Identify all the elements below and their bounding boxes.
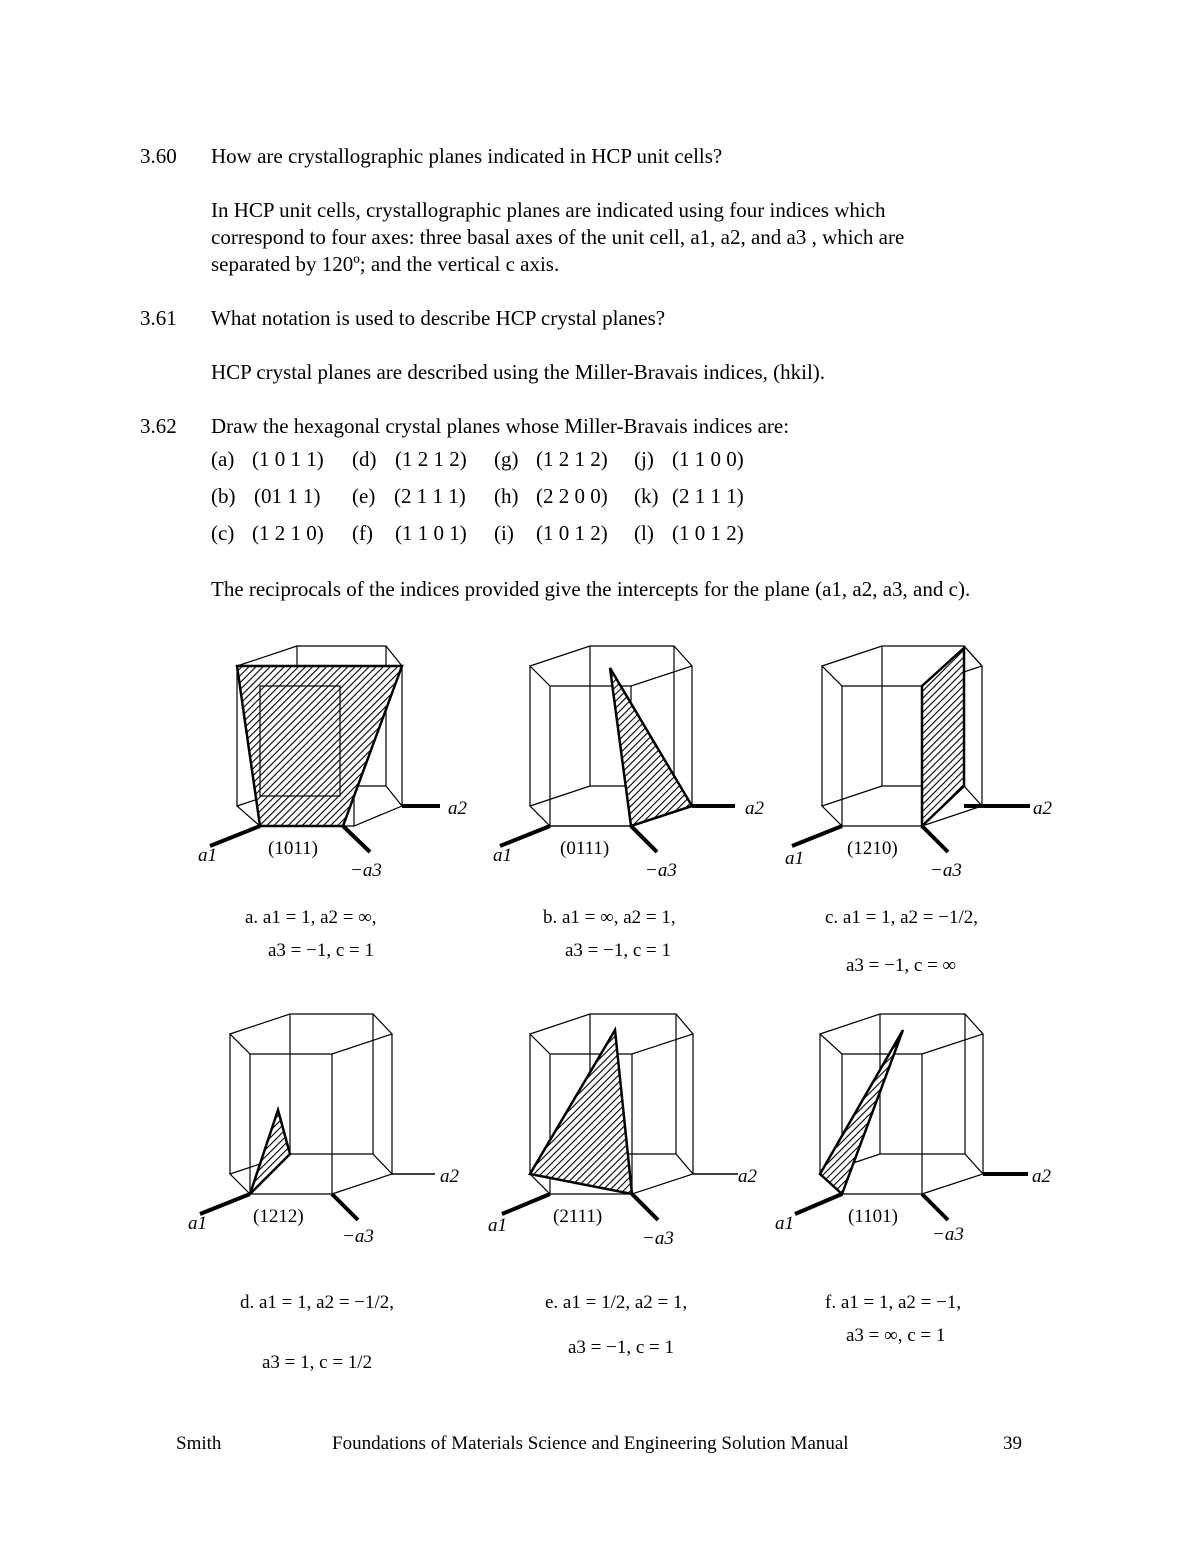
hcp-unit-cell-diagram (480, 1008, 780, 1258)
plane-label: (1101) (848, 1206, 898, 1227)
axis-neg-a3-label: −a3 (642, 1228, 674, 1249)
item-label: (h) (494, 484, 519, 508)
answer-line-3: separated by 120º; and the vertical c axis. (211, 252, 560, 276)
caption-c-line-1: c. a1 = 1, a2 = −1/2, (825, 907, 978, 928)
caption-b-line-2: a3 = −1, c = 1 (565, 940, 672, 961)
hcp-unit-cell-diagram (775, 640, 1075, 890)
indices-row-1 (0, 447, 1200, 477)
question-text: What notation is used to describe HCP crystal planes? (211, 306, 666, 330)
axis-a2-label: a2 (440, 1166, 459, 1187)
miller-index: (2 1 1 1) (672, 484, 744, 508)
question-text: Draw the hexagonal crystal planes whose Miller-Bravais indices are: (211, 414, 790, 438)
axis-a1-label: a1 (775, 1213, 794, 1234)
miller-index: (1 0 1 2) (536, 521, 608, 545)
axis-a1-label: a1 (488, 1215, 507, 1236)
miller-index: (1 1 0 0) (672, 447, 744, 471)
item-label: (c) (211, 521, 235, 545)
axis-a2-label: a2 (448, 798, 467, 819)
footer-page-number: 39 (1003, 1433, 1022, 1454)
plane-label: (1212) (253, 1206, 304, 1227)
axis-a1-label: a1 (493, 845, 512, 866)
miller-index: (1 2 1 2) (395, 447, 467, 471)
miller-index: (1 1 0 1) (395, 521, 467, 545)
answer-line-1: In HCP unit cells, crystallographic planes are indicated using four indices which (211, 198, 886, 222)
caption-f-line-1: f. a1 = 1, a2 = −1, (825, 1292, 962, 1313)
caption-a-line-2: a3 = −1, c = 1 (268, 940, 375, 961)
figure-d (180, 1008, 480, 1258)
plane-label: (1011) (268, 838, 318, 859)
item-label: (b) (211, 484, 236, 508)
item-label: (i) (494, 521, 514, 545)
axis-neg-a3-label: −a3 (342, 1226, 374, 1247)
caption-a-line-1: a. a1 = 1, a2 = ∞, (245, 907, 377, 928)
caption-d-line-1: d. a1 = 1, a2 = −1/2, (240, 1292, 395, 1313)
miller-index: (1 2 1 2) (536, 447, 608, 471)
reciprocal-note: The reciprocals of the indices provided give the intercepts for the plane (a1, a2, a3, and c). (211, 577, 971, 601)
answer-text: HCP crystal planes are described using the Miller-Bravais indices, (hkil). (211, 360, 826, 384)
caption-e-line-2: a3 = −1, c = 1 (568, 1337, 675, 1358)
axis-neg-a3-label: −a3 (930, 860, 962, 881)
figure-e (480, 1008, 780, 1258)
item-label: (g) (494, 447, 519, 471)
answer-line-2: correspond to four axes: three basal axes of the unit cell, a1, a2, and a3 , which are (211, 225, 905, 249)
axis-a2-label: a2 (738, 1166, 757, 1187)
question-number: 3.61 (140, 306, 177, 330)
caption-e-line-1: e. a1 = 1/2, a2 = 1, (545, 1292, 688, 1313)
axis-a1-label: a1 (198, 845, 217, 866)
miller-index: (1 0 1 2) (672, 521, 744, 545)
hcp-unit-cell-diagram (180, 1008, 480, 1258)
miller-index: (2 2 0 0) (536, 484, 608, 508)
footer-book-title: Foundations of Materials Science and Engineering Solution Manual (332, 1433, 849, 1454)
axis-a2-label: a2 (1033, 798, 1052, 819)
plane-label: (2111) (553, 1206, 603, 1227)
indices-row-2 (0, 484, 1200, 514)
item-label: (f) (352, 521, 373, 545)
caption-b-line-1: b. a1 = ∞, a2 = 1, (543, 907, 676, 928)
hcp-unit-cell-diagram (190, 640, 480, 890)
item-label: (d) (352, 447, 377, 471)
plane-label: (1210) (847, 838, 898, 859)
axis-neg-a3-label: −a3 (932, 1224, 964, 1245)
plane-label: (0111) (560, 838, 610, 859)
item-label: (k) (634, 484, 659, 508)
miller-index: (2 1 1 1) (394, 484, 466, 508)
figure-c (775, 640, 1075, 890)
item-label: (j) (634, 447, 654, 471)
miller-index: (01 1 1) (254, 484, 321, 508)
caption-d-line-2: a3 = 1, c = 1/2 (262, 1352, 373, 1373)
indices-row-3 (0, 521, 1200, 551)
question-number: 3.60 (140, 144, 177, 168)
caption-c-line-2: a3 = −1, c = ∞ (846, 955, 957, 976)
item-label: (e) (352, 484, 376, 508)
axis-neg-a3-label: −a3 (645, 860, 677, 881)
miller-index: (1 0 1 1) (252, 447, 324, 471)
axis-neg-a3-label: −a3 (350, 860, 382, 881)
caption-f-line-2: a3 = ∞, c = 1 (846, 1325, 946, 1346)
footer-author: Smith (176, 1433, 222, 1454)
question-number: 3.62 (140, 414, 177, 438)
miller-index: (1 2 1 0) (252, 521, 324, 545)
figure-f (770, 1008, 1070, 1258)
item-label: (a) (211, 447, 235, 471)
axis-a1-label: a1 (785, 848, 804, 869)
hcp-unit-cell-diagram (485, 640, 775, 890)
item-label: (l) (634, 521, 654, 545)
figure-b (485, 640, 775, 890)
hcp-unit-cell-diagram (770, 1008, 1070, 1258)
axis-a2-label: a2 (1032, 1166, 1051, 1187)
axis-a1-label: a1 (188, 1213, 207, 1234)
axis-a2-label: a2 (745, 798, 764, 819)
figure-a (190, 640, 480, 890)
question-text: How are crystallographic planes indicated in HCP unit cells? (211, 144, 723, 168)
